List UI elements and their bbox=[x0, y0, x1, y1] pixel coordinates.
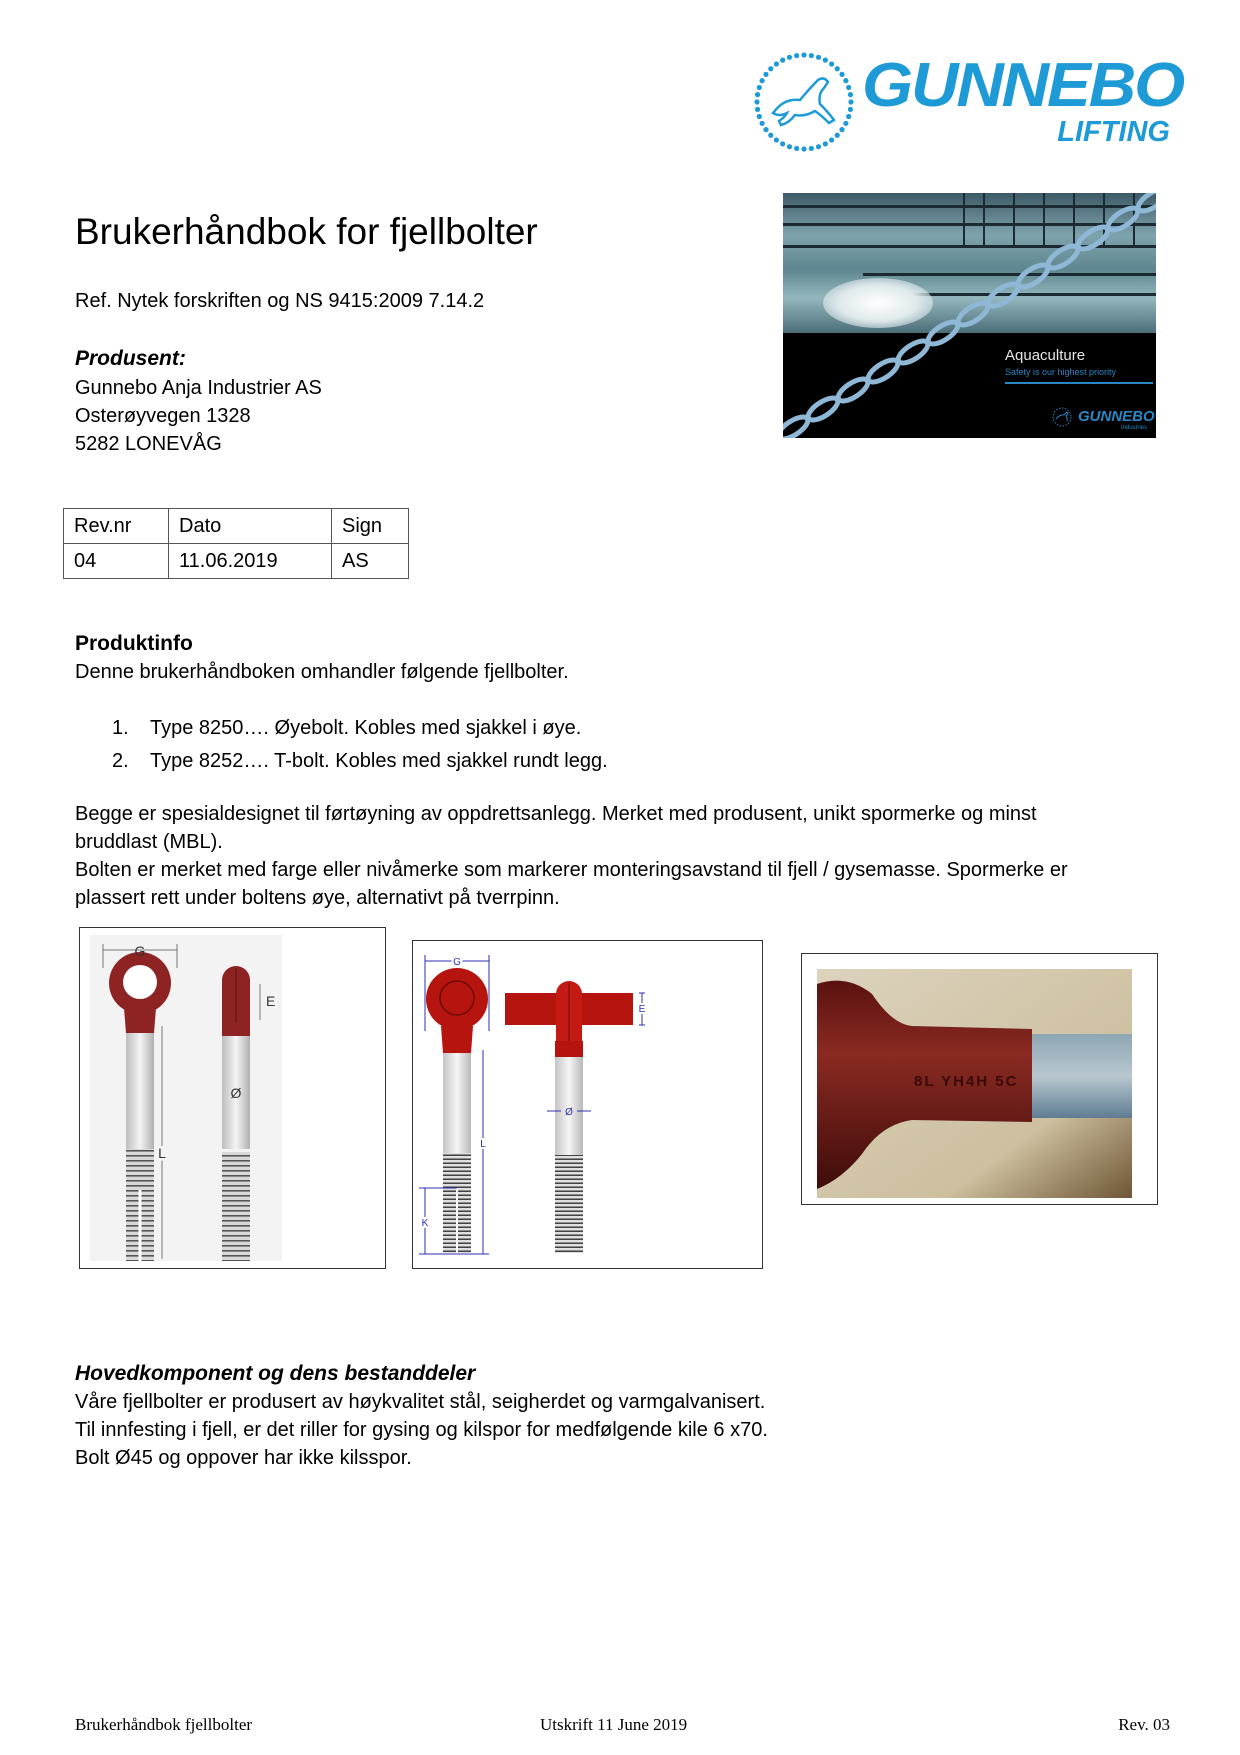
aquaculture-cover-image bbox=[783, 193, 1156, 438]
chain-link bbox=[1105, 204, 1141, 234]
footer-print-date: Utskrift 11 June 2019 bbox=[540, 1715, 688, 1734]
table-header-row bbox=[64, 509, 409, 544]
header-cell-sign: Sign bbox=[332, 509, 409, 544]
logo-dot bbox=[816, 144, 821, 149]
section-heading-hovedkomponent: Hovedkomponent og dens bestanddeler bbox=[75, 1362, 476, 1385]
logo-dot bbox=[816, 55, 821, 60]
logo-dot bbox=[846, 85, 851, 90]
dimension-label-diameter: Ø bbox=[565, 1107, 573, 1118]
logo-dot bbox=[846, 114, 851, 119]
cover-title: Aquaculture bbox=[1005, 347, 1086, 364]
cover-underline bbox=[1005, 382, 1153, 384]
logo-dot bbox=[763, 72, 768, 77]
logo-dot bbox=[801, 146, 806, 151]
chain-link bbox=[895, 337, 931, 367]
paragraph-line: plassert rett under boltens øye, alternativt på tverrpinn. bbox=[75, 887, 560, 909]
cell-sign: AS bbox=[332, 544, 409, 579]
logo-dot bbox=[754, 99, 759, 104]
revision-table bbox=[63, 508, 409, 579]
logo-dot bbox=[760, 78, 765, 83]
paragraph-line: Bolt Ø45 og oppover har ikke kilsspor. bbox=[75, 1447, 412, 1469]
producer-street: Osterøyvegen 1328 bbox=[75, 405, 251, 427]
logo-dot bbox=[809, 53, 814, 58]
chain-link bbox=[1015, 261, 1051, 291]
eye-bolt-drawing bbox=[80, 928, 385, 1268]
dimension-label-l: L bbox=[158, 1145, 166, 1161]
header-cell-revnr: Rev.nr bbox=[64, 509, 169, 544]
reference-line: Ref. Nytek forskriften og NS 9415:2009 7.14.2 bbox=[75, 290, 485, 312]
logo-dot bbox=[848, 107, 853, 112]
list-item-number: 1. bbox=[112, 717, 129, 739]
logo-dot bbox=[829, 61, 834, 66]
logo-dot bbox=[760, 121, 765, 126]
producer-city: 5282 LONEVÅG bbox=[75, 433, 222, 455]
producer-label: Produsent: bbox=[75, 347, 186, 370]
paragraph-line: bruddlast (MBL). bbox=[75, 831, 223, 853]
list-item-number: 2. bbox=[112, 750, 129, 772]
logo-dot bbox=[755, 107, 760, 112]
table-row bbox=[64, 544, 409, 579]
page-title: Brukerhåndbok for fjellbolter bbox=[75, 211, 538, 252]
logo-dot bbox=[835, 133, 840, 138]
chain-link bbox=[805, 394, 841, 424]
logo-brand: GUNNEBO bbox=[862, 51, 1184, 120]
dimension-label-e: E bbox=[266, 993, 276, 1009]
logo-dot bbox=[809, 146, 814, 151]
horse-emblem-icon bbox=[1051, 406, 1073, 428]
paragraph-line: Bolten er merket med farge eller nivåmerke som markerer monteringsavstand til fjell / gysemasse. Spormerke er bbox=[75, 859, 1068, 881]
logo-dot bbox=[768, 66, 773, 71]
footer-document-name: Brukerhåndbok fjellbolter bbox=[75, 1715, 253, 1734]
section-heading-produktinfo: Produktinfo bbox=[75, 632, 193, 655]
header-cell-dato: Dato bbox=[169, 509, 332, 544]
list-item: Type 8250…. Øyebolt. Kobles med sjakkel i øye. bbox=[150, 717, 582, 739]
dimension-label-l: L bbox=[480, 1139, 486, 1150]
logo-dot bbox=[774, 137, 779, 142]
dimension-label-e: E bbox=[638, 1004, 646, 1015]
logo-dot bbox=[780, 141, 785, 146]
dimension-label-k: K bbox=[421, 1218, 429, 1229]
chain-link bbox=[1045, 242, 1081, 272]
logo-dot bbox=[794, 53, 799, 58]
list-item: Type 8252…. T-bolt. Kobles med sjakkel rundt legg. bbox=[150, 750, 608, 772]
logo-dot bbox=[801, 52, 806, 57]
logo-dot bbox=[757, 85, 762, 90]
chain-link bbox=[835, 375, 871, 405]
logo-dot bbox=[829, 137, 834, 142]
eye-bolt-figure bbox=[79, 927, 386, 1269]
horse-emblem-icon bbox=[752, 50, 856, 154]
chain-link bbox=[1075, 223, 1111, 253]
logo-dot bbox=[835, 66, 840, 71]
produktinfo-intro: Denne brukerhåndboken omhandler følgende fjellbolter. bbox=[75, 661, 569, 683]
cover-tagline: Safety is our highest priority bbox=[1005, 367, 1117, 377]
logo-dot bbox=[763, 127, 768, 132]
bolt-closeup-photo bbox=[802, 954, 1157, 1204]
logo-dot bbox=[755, 92, 760, 97]
cover-brand-sub: Industries bbox=[1121, 425, 1148, 431]
paragraph-line: Begge er spesialdesignet til førtøyning av oppdrettsanlegg. Merket med produsent, unikt spormerke og minst bbox=[75, 803, 1037, 825]
dimension-label-diameter: Ø bbox=[230, 1085, 242, 1101]
dimension-label-g: G bbox=[134, 943, 146, 959]
logo-dot bbox=[843, 78, 848, 83]
bolt-dimension-drawing bbox=[413, 941, 762, 1268]
bolt-technical-drawing bbox=[412, 940, 763, 1269]
trace-mark-photo bbox=[801, 953, 1158, 1205]
logo-dot bbox=[823, 141, 828, 146]
logo-dot bbox=[848, 92, 853, 97]
logo-dot bbox=[787, 55, 792, 60]
gunnebo-lifting-logo bbox=[752, 50, 1184, 156]
logo-dot bbox=[839, 72, 844, 77]
chain-link bbox=[925, 318, 961, 348]
chain-link bbox=[1135, 193, 1156, 215]
engraved-trace-mark: 8L YH4H 5C bbox=[914, 1073, 1019, 1090]
logo-dot bbox=[787, 144, 792, 149]
paragraph-line: Våre fjellbolter er produsert av høykvalitet stål, seigherdet og varmgalvanisert. bbox=[75, 1391, 766, 1413]
logo-dot bbox=[780, 58, 785, 63]
producer-name: Gunnebo Anja Industrier AS bbox=[75, 377, 322, 399]
logo-dot bbox=[768, 133, 773, 138]
chain-link bbox=[985, 280, 1021, 310]
logo-dot bbox=[774, 61, 779, 66]
chain-link bbox=[865, 356, 901, 386]
logo-dot bbox=[839, 127, 844, 132]
dimension-label-g: G bbox=[453, 957, 461, 968]
cell-revnr: 04 bbox=[64, 544, 169, 579]
logo-dot bbox=[848, 99, 853, 104]
footer-revision: Rev. 03 bbox=[1118, 1715, 1170, 1734]
chain-graphic bbox=[783, 193, 1156, 438]
paragraph-line: Til innfesting i fjell, er det riller for gysing og kilspor for medfølgende kile 6 x70. bbox=[75, 1419, 768, 1441]
cover-brand: GUNNEBO bbox=[1078, 408, 1155, 425]
logo-dot bbox=[823, 58, 828, 63]
logo-dot bbox=[843, 121, 848, 126]
cell-dato: 11.06.2019 bbox=[169, 544, 332, 579]
chain-link bbox=[955, 299, 991, 329]
logo-dot bbox=[757, 114, 762, 119]
logo-dot bbox=[794, 146, 799, 151]
logo-subtitle: LIFTING bbox=[1057, 116, 1170, 148]
